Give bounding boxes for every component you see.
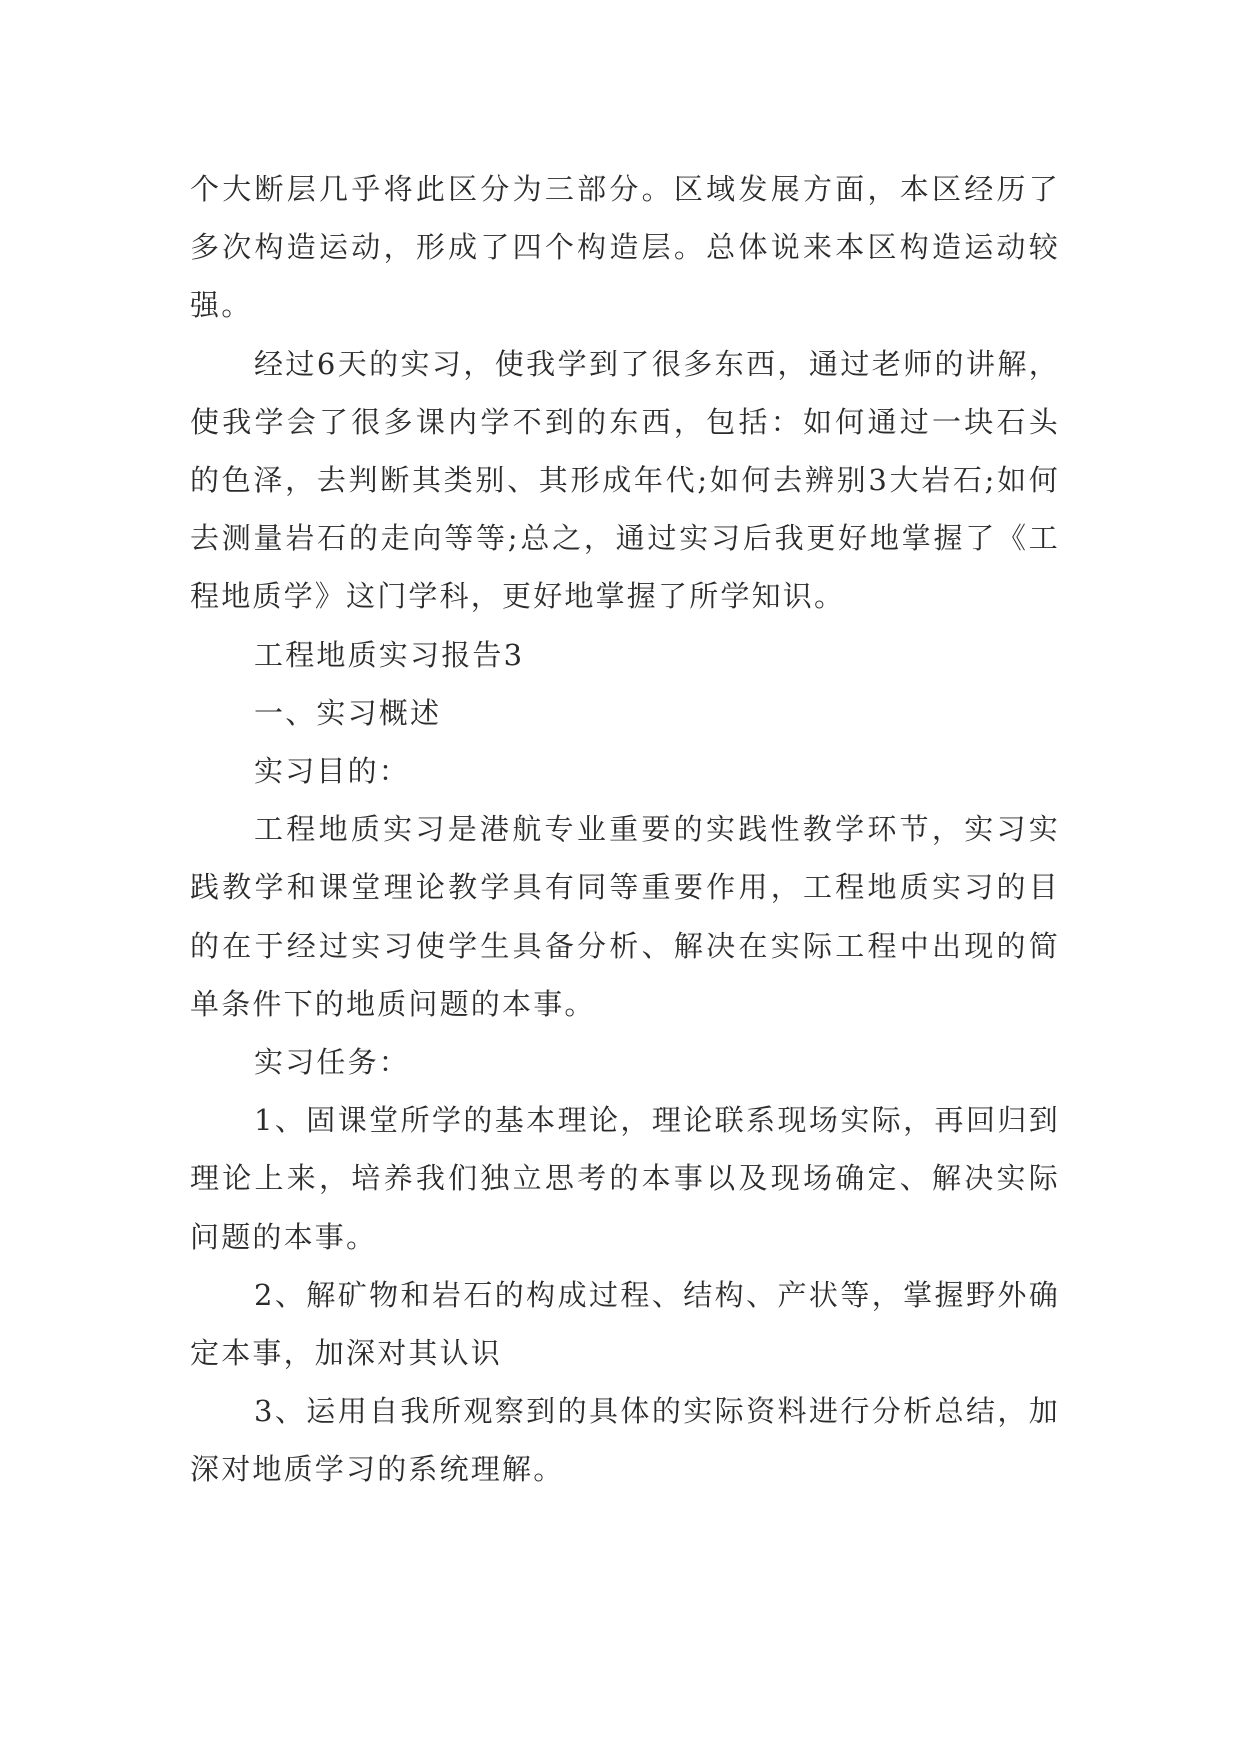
report-title: 工程地质实习报告3 [254, 637, 525, 672]
subheading-tasks: 实习任务： [254, 1045, 411, 1080]
subheading-purpose: 实习目的： [254, 754, 411, 789]
document-body [190, 160, 1060, 1499]
task-item-3: 3、运用自我所观察到的具体的实际资料进行分析总结，加深对地质学习的系统理解。 [190, 1394, 1060, 1487]
task-item-1: 1、固课堂所学的基本理论，理论联系现场实际，再回归到理论上来，培养我们独立思考的本事以及现场确定、解决实际问题的本事。 [190, 1103, 1060, 1254]
paragraph-internship-gains: 经过6天的实习，使我学到了很多东西，通过老师的讲解，使我学会了很多课内学不到的东西，包括：如何通过一块石头的色泽，去判断其类别、其形成年代;如何去辨别3大岩石;如何去测量岩石的走向等等;总之，通过实习后我更好地掌握了《工程地质学》这门学科，更好地掌握了所学知识。 [190, 346, 1060, 614]
section-heading-overview: 一、实习概述 [254, 695, 442, 730]
paragraph-purpose: 工程地质实习是港航专业重要的实践性教学环节，实习实践教学和课堂理论教学具有同等重要作用，工程地质实习的目的在于经过实习使学生具备分析、解决在实际工程中出现的简单条件下的地质问题的本事。 [190, 812, 1060, 1021]
paragraph-structure-summary: 个大断层几乎将此区分为三部分。区域发展方面，本区经历了多次构造运动，形成了四个构造层。总体说来本区构造运动较强。 [190, 172, 1060, 323]
task-item-2: 2、解矿物和岩石的构成过程、结构、产状等，掌握野外确定本事，加深对其认识 [190, 1277, 1060, 1371]
